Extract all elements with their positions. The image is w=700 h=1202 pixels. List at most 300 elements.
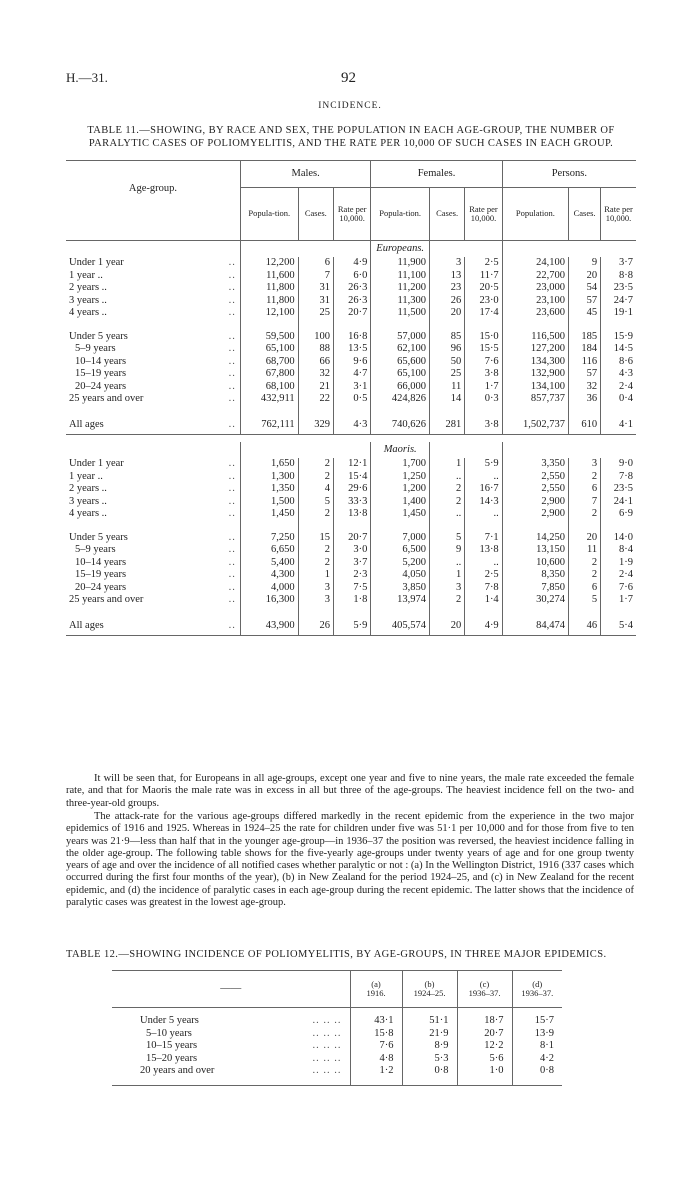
age-group-label: 2 years .. bbox=[69, 282, 107, 293]
data-cell: 6 bbox=[569, 582, 601, 595]
age-group-label: 15–19 years bbox=[75, 368, 127, 379]
data-cell: 1,700 bbox=[371, 458, 430, 471]
spacer-row bbox=[112, 1008, 562, 1016]
data-cell: 8,350 bbox=[502, 569, 568, 582]
data-cell: 68,700 bbox=[240, 356, 298, 369]
data-cell: 67,800 bbox=[240, 368, 298, 381]
females-population-header: Popula-tion. bbox=[371, 188, 430, 241]
males-cases-header: Cases. bbox=[298, 188, 333, 241]
table-row bbox=[66, 458, 636, 471]
leader-dots: .. bbox=[228, 343, 236, 354]
table-row bbox=[66, 508, 636, 521]
data-cell: 15·4 bbox=[333, 471, 370, 484]
data-cell: 424,826 bbox=[371, 393, 430, 406]
age-group-cell bbox=[66, 508, 240, 521]
leader-dots: .. bbox=[228, 458, 236, 469]
data-cell: 11,800 bbox=[240, 295, 298, 308]
age-group-label: 1 year .. bbox=[69, 269, 103, 281]
spacer-row bbox=[66, 320, 636, 331]
age-group-cell bbox=[66, 331, 240, 344]
age-group-label: 25 years and over bbox=[69, 393, 144, 404]
age-group-cell bbox=[66, 582, 240, 595]
data-cell: 1,400 bbox=[371, 496, 430, 509]
data-cell: .. bbox=[465, 557, 502, 570]
age-group-cell bbox=[66, 343, 240, 356]
age-group-cell bbox=[112, 1015, 350, 1028]
data-cell: 11 bbox=[429, 381, 464, 394]
data-cell: 0·3 bbox=[465, 393, 502, 406]
data-cell: 20·7 bbox=[333, 532, 370, 545]
data-cell: 14·5 bbox=[601, 343, 636, 356]
leader-dots: .. bbox=[228, 330, 236, 342]
age-group-label: 5–10 years bbox=[146, 1027, 192, 1039]
data-cell: 26·3 bbox=[333, 282, 370, 295]
data-cell: 23·0 bbox=[465, 295, 502, 308]
data-cell: 19·1 bbox=[601, 307, 636, 320]
age-group-cell bbox=[66, 257, 240, 270]
data-cell: 857,737 bbox=[502, 393, 568, 406]
data-cell: 1 bbox=[429, 569, 464, 582]
data-cell: 26 bbox=[298, 618, 333, 636]
data-cell: 2 bbox=[569, 557, 601, 570]
data-cell: 13·8 bbox=[465, 544, 502, 557]
leader-dots: .. .. .. bbox=[312, 1052, 342, 1064]
data-cell: 2·4 bbox=[601, 381, 636, 394]
leader-dots: .. bbox=[228, 508, 236, 519]
data-cell: 20·7 bbox=[457, 1028, 512, 1041]
data-cell: 17·4 bbox=[465, 307, 502, 320]
leader-dots: .. bbox=[228, 294, 236, 306]
data-cell: 18·7 bbox=[457, 1015, 512, 1028]
leader-dots: .. bbox=[228, 531, 236, 543]
age-group-cell bbox=[66, 307, 240, 320]
data-cell: 3 bbox=[429, 257, 464, 270]
data-cell: 8·9 bbox=[402, 1040, 457, 1053]
data-cell: 84,474 bbox=[502, 618, 568, 636]
data-cell: 36 bbox=[569, 393, 601, 406]
data-cell: 1·2 bbox=[350, 1065, 402, 1078]
data-cell: 11,900 bbox=[371, 257, 430, 270]
data-cell: 6·0 bbox=[333, 270, 370, 283]
data-cell: 43·1 bbox=[350, 1015, 402, 1028]
data-cell: 11,600 bbox=[240, 270, 298, 283]
data-cell: 59,500 bbox=[240, 331, 298, 344]
table-row bbox=[66, 569, 636, 582]
data-cell: 134,300 bbox=[502, 356, 568, 369]
age-group-cell bbox=[66, 618, 240, 636]
age-group-cell bbox=[66, 532, 240, 545]
data-cell: 0·8 bbox=[512, 1065, 562, 1078]
data-cell: 0·8 bbox=[402, 1065, 457, 1078]
data-cell: 2 bbox=[569, 569, 601, 582]
data-cell: 8·8 bbox=[601, 270, 636, 283]
data-cell: 21·9 bbox=[402, 1028, 457, 1041]
age-group-cell bbox=[112, 1065, 350, 1078]
data-cell: 26·3 bbox=[333, 295, 370, 308]
persons-header: Persons. bbox=[502, 161, 636, 188]
age-group-label: 4 years .. bbox=[69, 307, 107, 318]
data-cell: 45 bbox=[569, 307, 601, 320]
data-cell: 11,500 bbox=[371, 307, 430, 320]
table-row bbox=[66, 257, 636, 270]
table-row bbox=[66, 295, 636, 308]
data-cell: .. bbox=[465, 471, 502, 484]
data-cell: 66,000 bbox=[371, 381, 430, 394]
column-d-header: (d) 1936–37. bbox=[512, 971, 562, 1008]
spacer-row bbox=[112, 1078, 562, 1086]
data-cell: 184 bbox=[569, 343, 601, 356]
data-cell: 54 bbox=[569, 282, 601, 295]
table-row bbox=[112, 1015, 562, 1028]
table-row bbox=[66, 282, 636, 295]
age-group-label: Under 5 years bbox=[140, 1015, 199, 1026]
data-cell: 5·3 bbox=[402, 1053, 457, 1066]
leader-dots: .. bbox=[228, 393, 236, 404]
data-cell: 68,100 bbox=[240, 381, 298, 394]
data-cell: 4·3 bbox=[333, 417, 370, 435]
data-cell: 57,000 bbox=[371, 331, 430, 344]
data-cell: 23 bbox=[429, 282, 464, 295]
table-row bbox=[66, 544, 636, 557]
age-group-label: All ages bbox=[69, 620, 104, 631]
data-cell: 16·7 bbox=[465, 483, 502, 496]
data-cell: 13,150 bbox=[502, 544, 568, 557]
data-cell: 7 bbox=[569, 496, 601, 509]
data-cell: 5,400 bbox=[240, 557, 298, 570]
data-cell: 15 bbox=[298, 532, 333, 545]
age-group-cell bbox=[66, 381, 240, 394]
data-cell: 9·0 bbox=[601, 458, 636, 471]
data-cell: 20 bbox=[429, 307, 464, 320]
age-group-label: 10–15 years bbox=[146, 1040, 198, 1051]
data-cell: 2 bbox=[569, 471, 601, 484]
data-cell: 13,974 bbox=[371, 594, 430, 607]
data-cell: 4,300 bbox=[240, 569, 298, 582]
data-cell: 2·5 bbox=[465, 569, 502, 582]
data-cell: 132,900 bbox=[502, 368, 568, 381]
data-cell: 57 bbox=[569, 295, 601, 308]
data-cell: 7,000 bbox=[371, 532, 430, 545]
table-11-caption: TABLE 11.—SHOWING, BY RACE AND SEX, THE POPULATION IN EACH AGE-GROUP, THE NUMBER OF PARALYTIC CASES OF POLIOMYELITIS, AND THE RATE PER 10,000 OF SUCH CASES IN EACH GROUP. bbox=[87, 125, 615, 149]
data-cell: 16,300 bbox=[240, 594, 298, 607]
data-cell: 23·5 bbox=[601, 483, 636, 496]
leader-dots: .. bbox=[228, 368, 236, 379]
data-cell: 4·9 bbox=[333, 257, 370, 270]
age-group-cell bbox=[66, 496, 240, 509]
data-cell: 33·3 bbox=[333, 496, 370, 509]
data-cell: .. bbox=[429, 508, 464, 521]
data-cell: 4·7 bbox=[333, 368, 370, 381]
data-cell: 1·8 bbox=[333, 594, 370, 607]
age-group-cell bbox=[66, 295, 240, 308]
data-cell: 2,550 bbox=[502, 471, 568, 484]
data-cell: 1·7 bbox=[601, 594, 636, 607]
data-cell: 3·8 bbox=[465, 417, 502, 435]
table-row bbox=[66, 532, 636, 545]
data-cell: 16·8 bbox=[333, 331, 370, 344]
age-group-label: 3 years .. bbox=[69, 294, 107, 306]
age-group-cell bbox=[66, 368, 240, 381]
table-row bbox=[66, 594, 636, 607]
age-group-cell bbox=[112, 1028, 350, 1041]
leader-dots: .. .. .. bbox=[312, 1040, 342, 1051]
leader-dots: .. bbox=[228, 282, 236, 293]
data-cell: 12·1 bbox=[333, 458, 370, 471]
table-row bbox=[112, 1028, 562, 1041]
data-cell: 1·0 bbox=[457, 1065, 512, 1078]
column-c-header: (c) 1936–37. bbox=[457, 971, 512, 1008]
data-cell: 1 bbox=[298, 569, 333, 582]
table-12-stub-header: —— bbox=[220, 982, 242, 994]
age-group-cell bbox=[112, 1053, 350, 1066]
spacer-row bbox=[66, 406, 636, 417]
data-cell: 1,250 bbox=[371, 471, 430, 484]
data-cell: 4·1 bbox=[601, 417, 636, 435]
data-cell: 51·1 bbox=[402, 1015, 457, 1028]
data-cell: 20 bbox=[569, 270, 601, 283]
data-cell: 15·0 bbox=[465, 331, 502, 344]
data-cell: 3 bbox=[298, 594, 333, 607]
data-cell: 15·5 bbox=[465, 343, 502, 356]
data-cell: 23·5 bbox=[601, 282, 636, 295]
data-cell: 6·9 bbox=[601, 508, 636, 521]
data-cell: 116 bbox=[569, 356, 601, 369]
leader-dots: .. bbox=[228, 556, 236, 568]
age-group-label: 20 years and over bbox=[140, 1065, 215, 1076]
age-group-header: Age-group. bbox=[128, 183, 177, 195]
age-group-label: 10–14 years bbox=[75, 556, 127, 568]
data-cell: 3,350 bbox=[502, 458, 568, 471]
data-cell: 1,650 bbox=[240, 458, 298, 471]
data-cell: 21 bbox=[298, 381, 333, 394]
data-cell: 25 bbox=[429, 368, 464, 381]
age-group-cell bbox=[66, 569, 240, 582]
leader-dots: .. bbox=[228, 581, 236, 593]
persons-cases-header: Cases. bbox=[569, 188, 601, 241]
data-cell: 1·4 bbox=[465, 594, 502, 607]
leader-dots: .. bbox=[228, 355, 236, 367]
data-cell: 15·9 bbox=[601, 331, 636, 344]
males-population-header: Popula-tion. bbox=[240, 188, 298, 241]
age-group-cell bbox=[66, 282, 240, 295]
age-group-label: 3 years .. bbox=[69, 495, 107, 507]
data-cell: 66 bbox=[298, 356, 333, 369]
data-cell: 24,100 bbox=[502, 257, 568, 270]
data-cell: 11,200 bbox=[371, 282, 430, 295]
data-cell: 20 bbox=[429, 618, 464, 636]
data-cell: 4·9 bbox=[465, 618, 502, 636]
document-reference: H.—31. bbox=[66, 70, 108, 85]
age-group-label: Under 5 years bbox=[69, 330, 128, 342]
data-cell: 281 bbox=[429, 417, 464, 435]
leader-dots: .. bbox=[228, 307, 236, 318]
leader-dots: .. bbox=[228, 257, 236, 268]
leader-dots: .. bbox=[228, 620, 236, 631]
table-row bbox=[66, 381, 636, 394]
data-cell: 3·0 bbox=[333, 544, 370, 557]
data-cell: 20·7 bbox=[333, 307, 370, 320]
data-cell: .. bbox=[465, 508, 502, 521]
data-cell: 9·6 bbox=[333, 356, 370, 369]
age-group-label: 10–14 years bbox=[75, 355, 127, 367]
data-cell: 8·6 bbox=[601, 356, 636, 369]
data-cell: 11·7 bbox=[465, 270, 502, 283]
data-cell: 65,100 bbox=[240, 343, 298, 356]
data-cell: 3 bbox=[569, 458, 601, 471]
data-cell: 1,450 bbox=[240, 508, 298, 521]
data-cell: 50 bbox=[429, 356, 464, 369]
data-cell: 6 bbox=[569, 483, 601, 496]
data-cell: 3·7 bbox=[601, 257, 636, 270]
leader-dots: .. .. .. bbox=[312, 1065, 342, 1076]
data-cell: 0·5 bbox=[333, 393, 370, 406]
data-cell: 2 bbox=[429, 594, 464, 607]
data-cell: 7 bbox=[298, 270, 333, 283]
data-cell: 25 bbox=[298, 307, 333, 320]
table-row bbox=[66, 356, 636, 369]
section-heading: INCIDENCE. bbox=[318, 101, 382, 111]
data-cell: 4·3 bbox=[601, 368, 636, 381]
age-group-cell bbox=[66, 544, 240, 557]
data-cell: 405,574 bbox=[371, 618, 430, 636]
data-cell: 24·7 bbox=[601, 295, 636, 308]
table-row bbox=[66, 393, 636, 406]
data-cell: 1·9 bbox=[601, 557, 636, 570]
data-cell: 1,350 bbox=[240, 483, 298, 496]
data-cell: 3 bbox=[298, 582, 333, 595]
data-cell: 4,000 bbox=[240, 582, 298, 595]
data-cell: .. bbox=[429, 557, 464, 570]
data-cell: 20 bbox=[569, 532, 601, 545]
data-cell: 24·1 bbox=[601, 496, 636, 509]
age-group-cell bbox=[66, 557, 240, 570]
data-cell: 14·3 bbox=[465, 496, 502, 509]
age-group-label: Under 5 years bbox=[69, 531, 128, 543]
age-group-cell bbox=[66, 483, 240, 496]
age-group-cell bbox=[66, 270, 240, 283]
table-row bbox=[66, 496, 636, 509]
table-row bbox=[66, 368, 636, 381]
data-cell: 5·9 bbox=[465, 458, 502, 471]
table-row bbox=[66, 270, 636, 283]
data-cell: 7·6 bbox=[601, 582, 636, 595]
data-cell: 0·4 bbox=[601, 393, 636, 406]
age-group-cell bbox=[66, 417, 240, 435]
data-cell: 2,550 bbox=[502, 483, 568, 496]
data-cell: 11,800 bbox=[240, 282, 298, 295]
age-group-cell bbox=[112, 1040, 350, 1053]
table-row bbox=[66, 557, 636, 570]
age-group-cell bbox=[66, 458, 240, 471]
data-cell: 2·5 bbox=[465, 257, 502, 270]
data-cell: 5 bbox=[569, 594, 601, 607]
data-cell: 134,100 bbox=[502, 381, 568, 394]
data-cell: 2,900 bbox=[502, 508, 568, 521]
leader-dots: .. .. .. bbox=[312, 1015, 342, 1026]
data-cell: 127,200 bbox=[502, 343, 568, 356]
table-row bbox=[112, 1040, 562, 1053]
data-cell: 4·8 bbox=[350, 1053, 402, 1066]
data-cell: 2 bbox=[298, 544, 333, 557]
age-group-label: 15–20 years bbox=[146, 1052, 198, 1064]
leader-dots: .. bbox=[228, 594, 236, 605]
data-cell: 13 bbox=[429, 270, 464, 283]
data-cell: 7·8 bbox=[601, 471, 636, 484]
data-cell: 88 bbox=[298, 343, 333, 356]
males-header: Males. bbox=[240, 161, 371, 188]
data-cell: 1,200 bbox=[371, 483, 430, 496]
data-cell: 2 bbox=[298, 557, 333, 570]
section-title: Maoris. bbox=[371, 442, 430, 458]
data-cell: 8·4 bbox=[601, 544, 636, 557]
data-cell: 46 bbox=[569, 618, 601, 636]
data-cell: 23,600 bbox=[502, 307, 568, 320]
data-cell: 2·4 bbox=[601, 569, 636, 582]
data-cell: 7,850 bbox=[502, 582, 568, 595]
data-cell: 9 bbox=[569, 257, 601, 270]
paragraph-2: The attack-rate for the various age-groups differed markedly in the recent epidemic from the experience in the two major epidemics of 1916 and 1925. Whereas in 1924–25 the rate for children under five was 51·1 per 10,000 and for those from five to ten years was 21·9—less than half that in the younger age-group—in 1936–37 the position was reversed, the heaviest incidence falling in the older age-group. The following table shows for the five-yearly age-groups under twenty years of age and for one group twenty years of age and over the incidence of all notified cases whether paralytic or not : (a) In the Wellington District, 1916 (337 cases which occurred during the first four months of the year), (b) in New Zealand for the period 1924–25, and (c) in New Zealand for the recent epidemic, and (d) the incidence of paralytic cases in each age-group during the recent epidemic. The latter shows that the incidence of paralytic cases was greatest in the lowest age-group. bbox=[66, 811, 634, 909]
age-group-cell bbox=[66, 594, 240, 607]
data-cell: 5 bbox=[429, 532, 464, 545]
data-cell: 100 bbox=[298, 331, 333, 344]
data-cell: 31 bbox=[298, 282, 333, 295]
data-cell: 14·0 bbox=[601, 532, 636, 545]
data-cell: 10,600 bbox=[502, 557, 568, 570]
table-row bbox=[66, 582, 636, 595]
data-cell: 7·6 bbox=[350, 1040, 402, 1053]
section-title-row bbox=[66, 442, 636, 458]
data-cell: 3·1 bbox=[333, 381, 370, 394]
data-cell: 5,200 bbox=[371, 557, 430, 570]
data-cell: 7·5 bbox=[333, 582, 370, 595]
data-cell: 31 bbox=[298, 295, 333, 308]
column-b-header: (b) 1924–25. bbox=[402, 971, 457, 1008]
table-row bbox=[66, 343, 636, 356]
data-cell: 5·6 bbox=[457, 1053, 512, 1066]
data-cell: 65,600 bbox=[371, 356, 430, 369]
data-cell: 43,900 bbox=[240, 618, 298, 636]
data-cell: 329 bbox=[298, 417, 333, 435]
data-cell: 62,100 bbox=[371, 343, 430, 356]
table-row bbox=[66, 417, 636, 435]
data-cell: 13·8 bbox=[333, 508, 370, 521]
data-cell: 2,900 bbox=[502, 496, 568, 509]
data-cell: 762,111 bbox=[240, 417, 298, 435]
data-cell: 185 bbox=[569, 331, 601, 344]
data-cell: 2 bbox=[569, 508, 601, 521]
data-cell: 2 bbox=[429, 496, 464, 509]
data-cell: 96 bbox=[429, 343, 464, 356]
data-cell: 7·8 bbox=[465, 582, 502, 595]
data-cell: 4 bbox=[298, 483, 333, 496]
persons-population-header: Population. bbox=[502, 188, 568, 241]
data-cell: 1,500 bbox=[240, 496, 298, 509]
age-group-label: Under 1 year bbox=[69, 458, 124, 469]
data-cell: 12·2 bbox=[457, 1040, 512, 1053]
section-title-row bbox=[66, 241, 636, 258]
data-cell: 2 bbox=[298, 471, 333, 484]
data-cell: 11 bbox=[569, 544, 601, 557]
table-row bbox=[66, 618, 636, 636]
data-cell: 3·8 bbox=[465, 368, 502, 381]
age-group-label: 5–9 years bbox=[75, 343, 116, 354]
data-cell: 610 bbox=[569, 417, 601, 435]
age-group-label: 5–9 years bbox=[75, 544, 116, 555]
data-cell: 5 bbox=[298, 496, 333, 509]
data-cell: 85 bbox=[429, 331, 464, 344]
data-cell: 65,100 bbox=[371, 368, 430, 381]
data-cell: 13·9 bbox=[512, 1028, 562, 1041]
